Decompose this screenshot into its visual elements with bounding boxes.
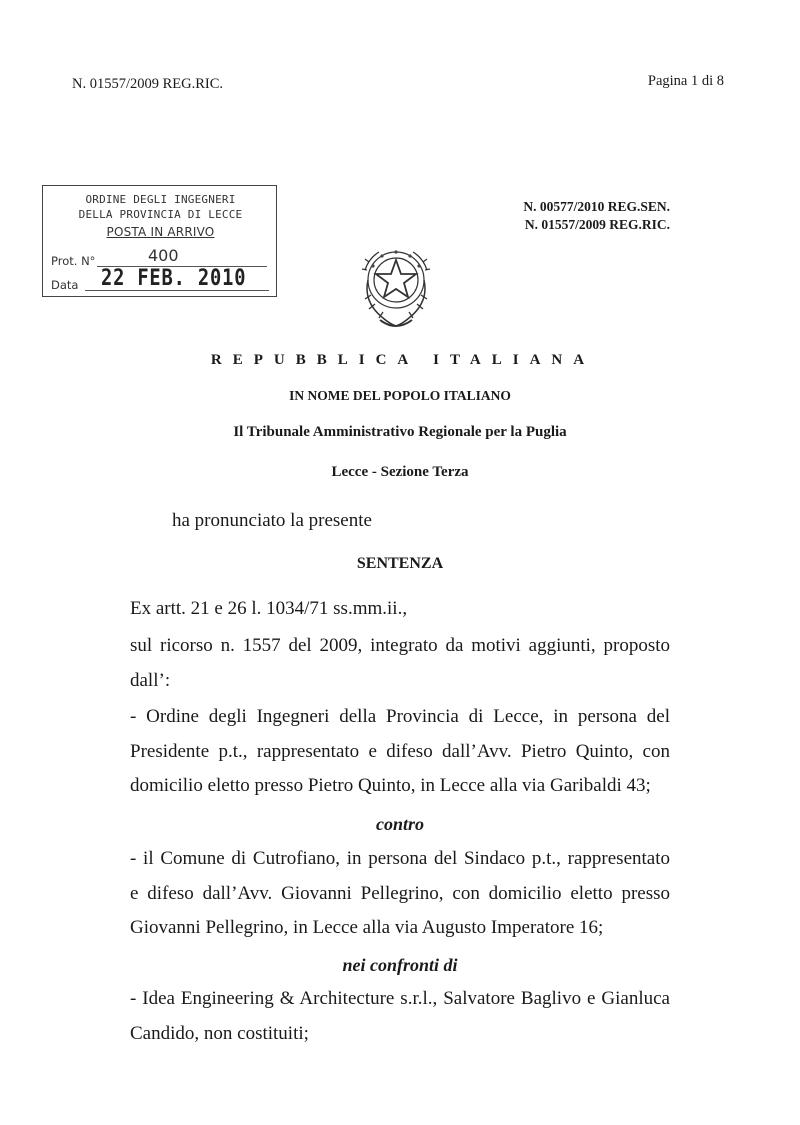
stamp-line-3: POSTA IN ARRIVO bbox=[106, 225, 215, 239]
italian-republic-emblem-icon bbox=[355, 240, 437, 332]
registry-ric: N. 01557/2009 REG.RIC. bbox=[524, 217, 670, 232]
section-heading: Lecce - Sezione Terza bbox=[331, 464, 469, 480]
registry-sen: N. 00577/2010 REG.SEN. bbox=[523, 199, 670, 214]
text-line: Giovanni Pellegrino, in Lecce alla via Augusto Imperatore 16; bbox=[130, 917, 604, 938]
republic-heading: REPUBBLICA ITALIANA bbox=[210, 352, 596, 368]
text-line: Ex artt. 21 e 26 l. 1034/71 ss.mm.ii., bbox=[130, 598, 408, 619]
registry-numbers bbox=[500, 198, 670, 234]
text-line: Candido, non costituiti; bbox=[130, 1023, 309, 1044]
text-line: domicilio eletto presso Pietro Quinto, in Lecce alla via Garibaldi 43; bbox=[130, 775, 651, 796]
case-number-header: N. 01557/2009 REG.RIC. bbox=[72, 76, 224, 92]
text-line: e difeso dall’Avv. Giovanni Pellegrino, con domicilio eletto presso bbox=[130, 883, 670, 904]
text-line: - Ordine degli Ingegneri della Provincia di Lecce, in persona del bbox=[130, 706, 670, 727]
text-line: - Idea Engineering & Architecture s.r.l., Salvatore Baglivo e Gianluca bbox=[130, 988, 670, 1009]
pronounced-line: ha pronunciato la presente bbox=[172, 510, 372, 531]
confronti-heading: nei confronti di bbox=[342, 955, 458, 975]
stamp-prot-value: 400 bbox=[148, 246, 179, 265]
stamp-line-1: ORDINE DEGLI INGEGNERI bbox=[85, 193, 236, 206]
contro-heading: contro bbox=[375, 814, 424, 834]
text-line: sul ricorso n. 1557 del 2009, integrato da motivi aggiunti, proposto bbox=[130, 635, 670, 656]
stamp-data-label: Data bbox=[51, 278, 79, 292]
text-line: dall’: bbox=[130, 670, 171, 691]
page-indicator: Pagina 1 di 8 bbox=[647, 73, 724, 89]
tribunal-heading: Il Tribunale Amministrativo Regionale per la Puglia bbox=[233, 424, 567, 440]
in-the-name-heading: IN NOME DEL POPOLO ITALIANO bbox=[289, 388, 511, 403]
sentenza-heading: SENTENZA bbox=[356, 555, 444, 572]
text-line: Presidente p.t., rappresentato e difeso dall’Avv. Pietro Quinto, con bbox=[130, 741, 670, 762]
receipt-stamp bbox=[42, 185, 277, 297]
text-line: - il Comune di Cutrofiano, in persona del Sindaco p.t., rappresentato bbox=[130, 848, 670, 869]
stamp-prot-label: Prot. N° bbox=[51, 254, 96, 268]
stamp-data-value: 22 FEB. 2010 bbox=[101, 266, 247, 291]
stamp-line-2: DELLA PROVINCIA DI LECCE bbox=[78, 208, 243, 221]
